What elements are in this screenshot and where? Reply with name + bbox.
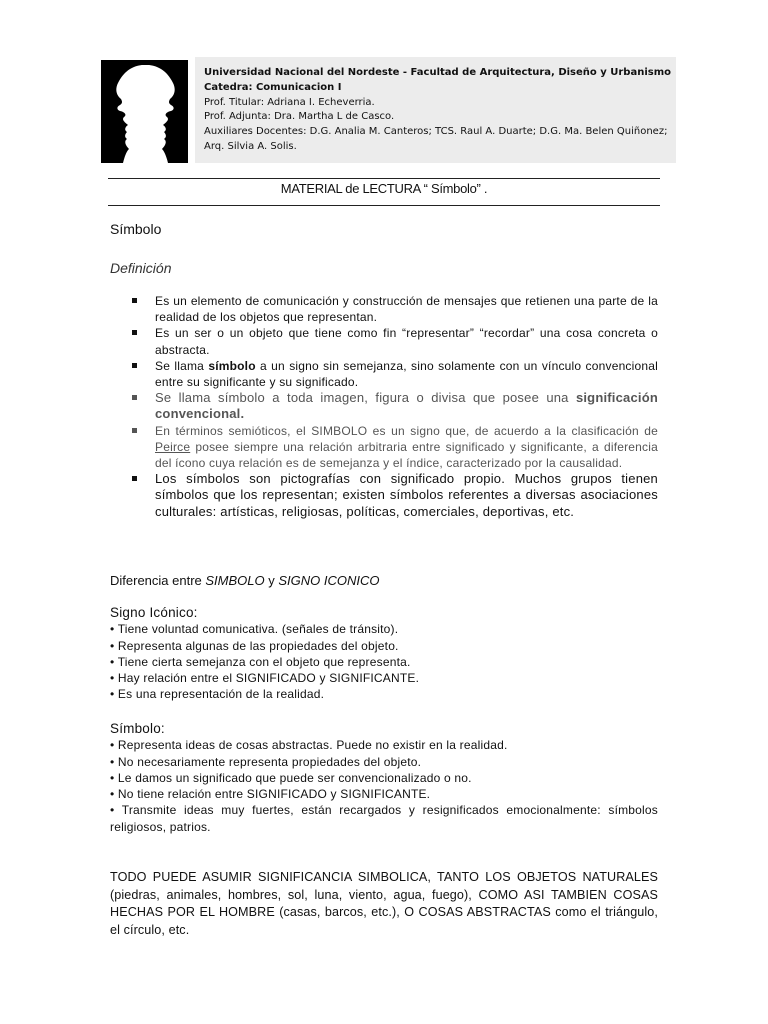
- bottom-rule: [108, 205, 660, 206]
- list-item: • Tiene voluntad comunicativa. (señales de tránsito).: [110, 622, 399, 637]
- bullet-square-icon: [132, 363, 137, 368]
- header-line-adjunta: Prof. Adjunta: Dra. Martha L de Casco.: [204, 111, 395, 123]
- list-item: • No necesariamente representa propiedades del objeto.: [110, 754, 422, 769]
- signo-iconico-block: [110, 605, 658, 703]
- closing-paragraph: TODO PUEDE ASUMIR SIGNIFICANCIA SIMBOLICA, TANTO LOS OBJETOS NATURALES (piedras, animales, hombres, sol, luna, viento, agua, fuego), COMO ASI TAMBIEN COSAS HECHAS POR EL HOMBRE (casas, barcos, etc.), O COSAS ABSTRACTAS como el triángulo, el círculo, etc.: [110, 870, 658, 937]
- section-title: Símbolo: [110, 221, 162, 237]
- document-header: [96, 57, 676, 163]
- rubin-vase-icon: [96, 57, 195, 163]
- bullet-square-icon: [132, 330, 137, 335]
- definition-list: [110, 293, 658, 520]
- header-line-auxiliares-cont: Arq. Silvia A. Solis.: [204, 140, 297, 152]
- material-title: MATERIAL de LECTURA “ Símbolo” .: [280, 181, 488, 196]
- bullet-square-icon: [132, 395, 137, 400]
- definition-item: Se llama símbolo a un signo sin semejanza, sino solamente con un vínculo convencional entre su significante y su significado.: [110, 358, 658, 390]
- bullet-square-icon: [132, 428, 137, 433]
- definition-item: Es un elemento de comunicación y construcción de mensajes que retienen una parte de la realidad de los objetos que representan.: [110, 293, 658, 325]
- header-line-catedra: Catedra: Comunicacion I: [204, 81, 342, 93]
- simbolo-block: [110, 721, 658, 835]
- definicion-label: Definición: [110, 260, 172, 276]
- definition-item: Se llama símbolo a toda imagen, figura o divisa que posee una significación convencional.: [110, 390, 658, 422]
- list-item: • Transmite ideas muy fuertes, están recargados y resignificados emocionalmente: símbolos religiosos, patrios.: [110, 803, 658, 834]
- list-item: • Tiene cierta semejanza con el objeto que representa.: [110, 654, 411, 669]
- list-item: • Representa algunas de las propiedades del objeto.: [110, 638, 399, 653]
- definition-item: En términos semióticos, el SIMBOLO es un signo que, de acuerdo a la clasificación de Peirce posee siempre una relación arbitraria entre significado y significante, a diferencia del ícono cuya relación es de semejanza y el índice, caracterizado por la causalidad.: [110, 423, 658, 472]
- definition-item: Es un ser o un objeto que tiene como fin “representar” “recordar” una cosa concreta o abstracta.: [110, 325, 658, 357]
- list-item: • Hay relación entre el SIGNIFICADO y SIGNIFICANTE.: [110, 671, 420, 686]
- top-rule: [108, 178, 660, 179]
- definition-item: Los símbolos son pictografías con significado propio. Muchos grupos tienen símbolos que los representan; existen símbolos referentes a diversas asociaciones culturales: artísticas, religiosas, políticas, comerciales, deportivas, etc.: [110, 471, 658, 520]
- diferencia-heading: Diferencia entre SIMBOLO y SIGNO ICONICO: [110, 573, 380, 588]
- bullet-square-icon: [132, 476, 137, 481]
- faces-vase-logo: [96, 57, 195, 163]
- list-item: • Es una representación de la realidad.: [110, 687, 325, 702]
- simbolo-title: Símbolo:: [110, 721, 165, 736]
- peirce-link[interactable]: Peirce: [155, 439, 191, 454]
- signo-iconico-title: Signo Icónico:: [110, 605, 198, 620]
- header-text: [204, 66, 671, 155]
- header-line-titular: Prof. Titular: Adriana I. Echeverria.: [204, 96, 375, 108]
- header-line-university: Universidad Nacional del Nordeste - Facultad de Arquitectura, Diseño y Urbanismo: [204, 67, 671, 78]
- list-item: • Representa ideas de cosas abstractas. Puede no existir en la realidad.: [110, 738, 508, 753]
- bullet-square-icon: [132, 298, 137, 303]
- list-item: • Le damos un significado que puede ser convencionalizado o no.: [110, 770, 472, 785]
- list-item: • No tiene relación entre SIGNIFICADO y SIGNIFICANTE.: [110, 787, 431, 802]
- header-line-auxiliares: Auxiliares Docentes: D.G. Analia M. Canteros; TCS. Raul A. Duarte; D.G. Ma. Belen Quiñonez;: [204, 126, 668, 138]
